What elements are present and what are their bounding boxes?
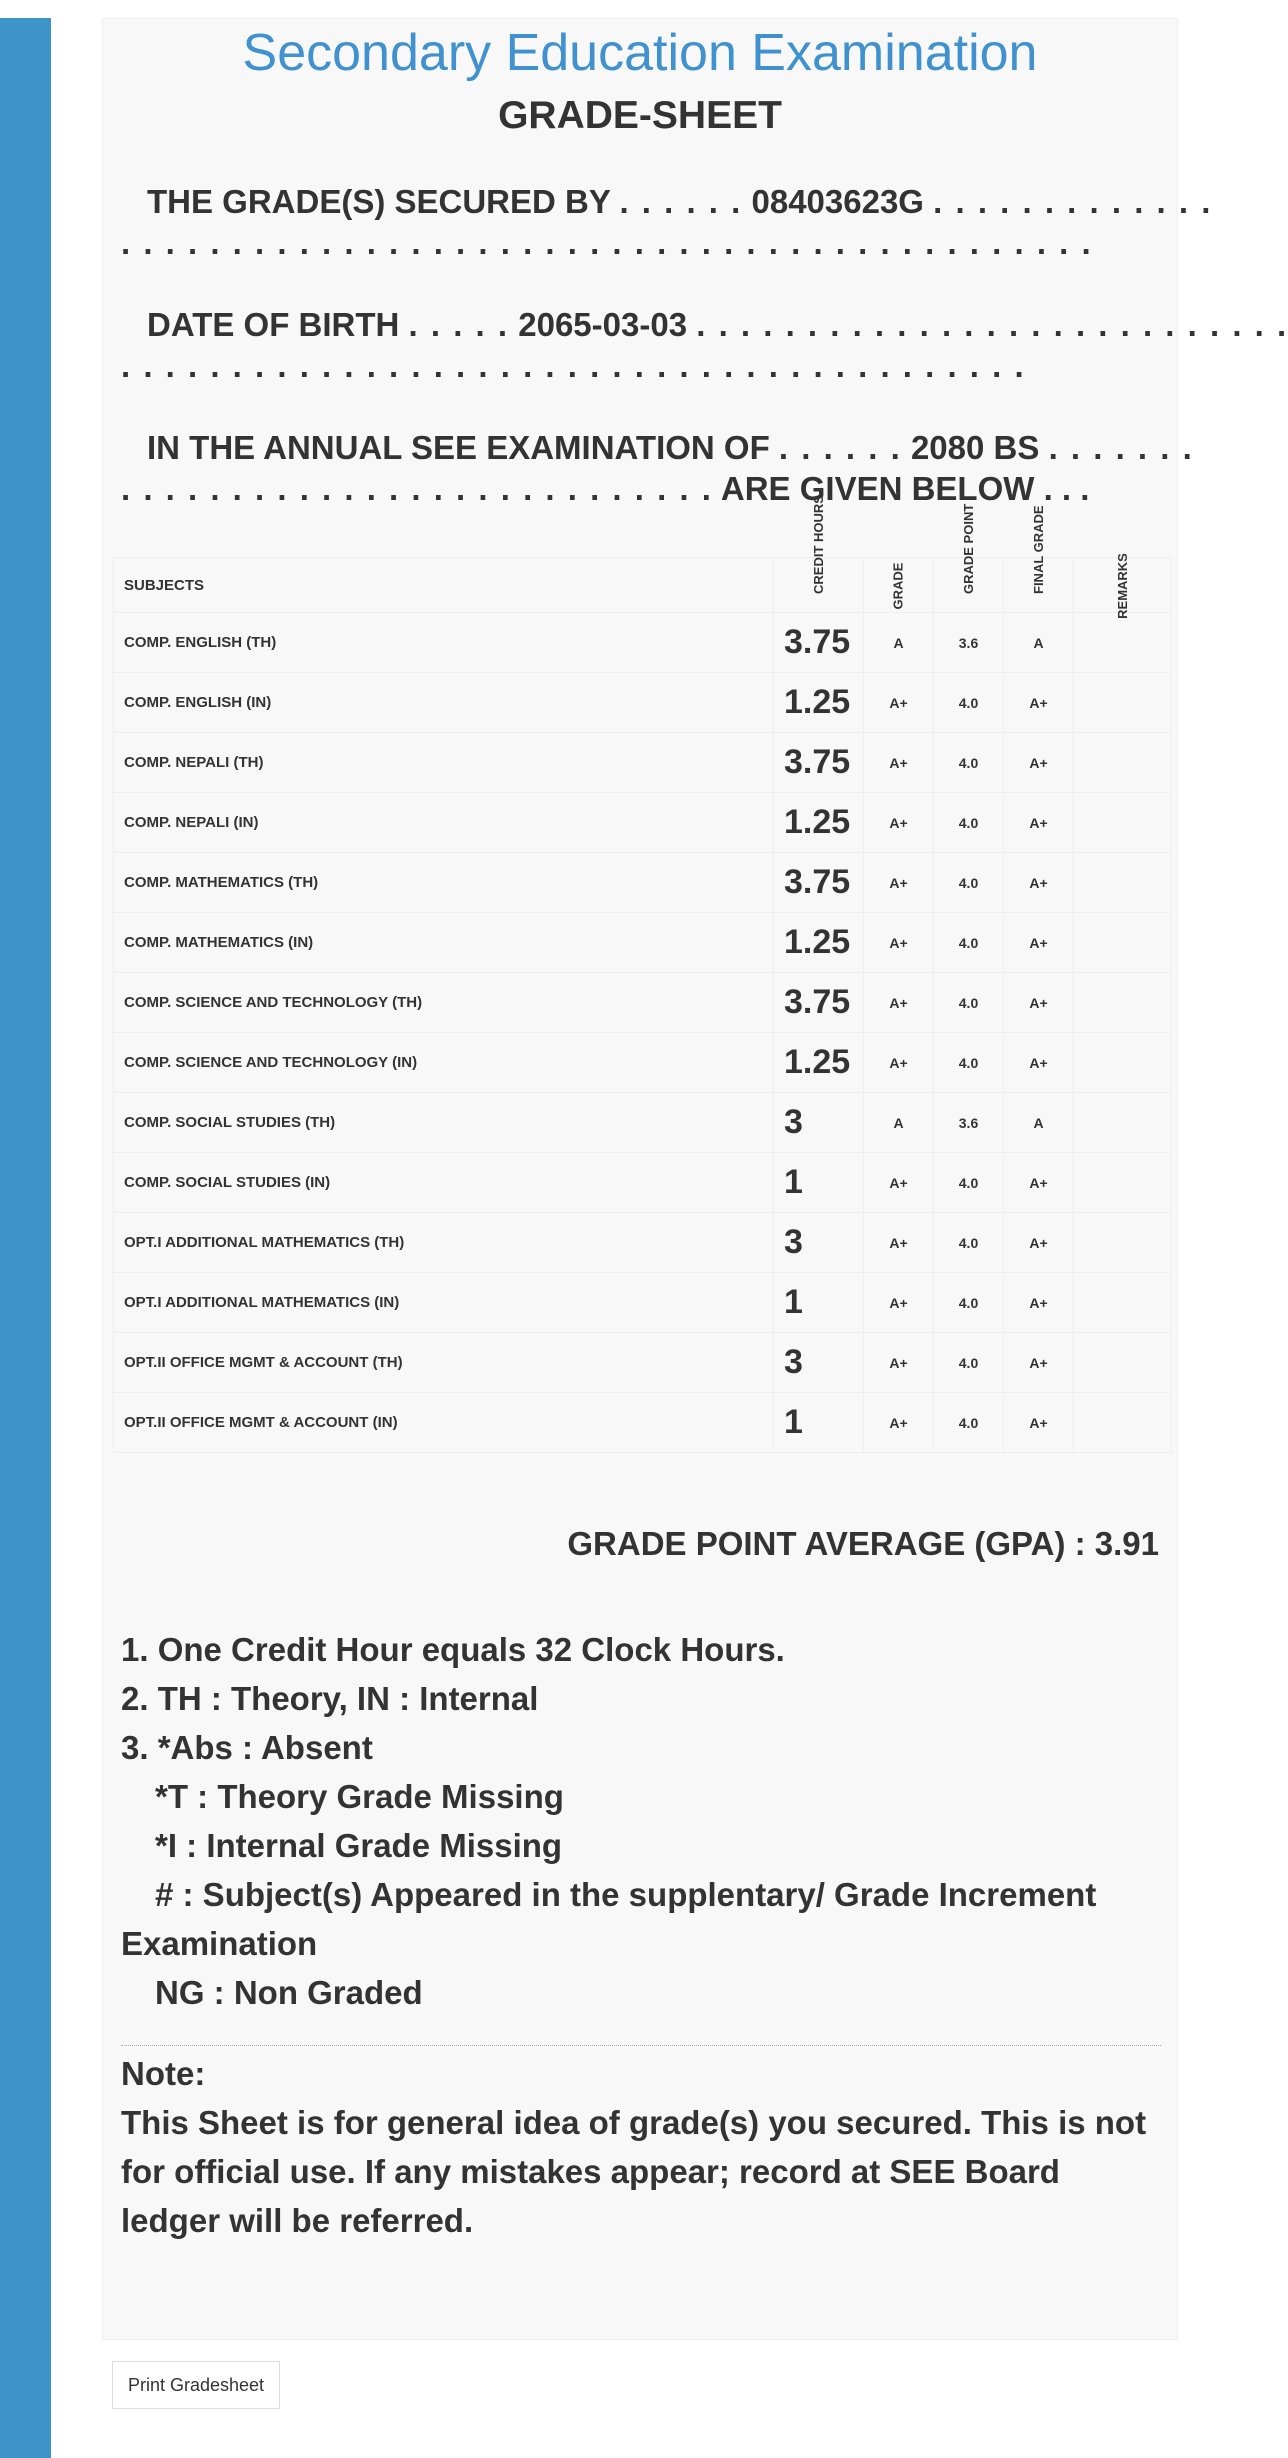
grade-cell: A+ [864, 913, 934, 973]
table-row [114, 1393, 1172, 1453]
grade-cell: A+ [864, 973, 934, 1033]
table-row [114, 913, 1172, 973]
final-grade-cell: A+ [1004, 913, 1074, 973]
subject-cell: COMP. SOCIAL STUDIES (TH) [114, 1093, 774, 1153]
final-grade-cell: A+ [1004, 853, 1074, 913]
credit-hours-cell: 3.75 [774, 853, 864, 913]
grade-point-cell: 4.0 [934, 853, 1004, 913]
table-row [114, 1273, 1172, 1333]
final-grade-cell: A+ [1004, 1033, 1074, 1093]
note-3d: NG : Non Graded [155, 1974, 423, 2011]
notes-divider [121, 2045, 1161, 2046]
grade-cell: A+ [864, 1273, 934, 1333]
final-grade-cell: A+ [1004, 1273, 1074, 1333]
grade-cell: A+ [864, 853, 934, 913]
subject-cell: COMP. MATHEMATICS (TH) [114, 853, 774, 913]
grade-point-cell: 4.0 [934, 793, 1004, 853]
final-grade-cell: A+ [1004, 733, 1074, 793]
subject-cell: COMP. SCIENCE AND TECHNOLOGY (TH) [114, 973, 774, 1033]
header-remarks: REMARKS [1074, 558, 1172, 613]
credit-hours-cell: 1.25 [774, 1033, 864, 1093]
header-subjects: SUBJECTS [114, 558, 774, 613]
credit-hours-cell: 3.75 [774, 613, 864, 673]
header-grade-point: GRADE POINT [934, 558, 1004, 613]
remarks-cell [1074, 1093, 1172, 1153]
final-grade-cell: A+ [1004, 1153, 1074, 1213]
table-row [114, 673, 1172, 733]
grade-cell: A+ [864, 1153, 934, 1213]
remarks-cell [1074, 673, 1172, 733]
grade-cell: A+ [864, 733, 934, 793]
subject-cell: COMP. MATHEMATICS (IN) [114, 913, 774, 973]
remarks-cell [1074, 1333, 1172, 1393]
grade-point-cell: 3.6 [934, 613, 1004, 673]
table-row [114, 1033, 1172, 1093]
grade-cell: A+ [864, 1033, 934, 1093]
grade-point-cell: 4.0 [934, 913, 1004, 973]
exam-year: 2080 BS [910, 429, 1040, 466]
remarks-cell [1074, 733, 1172, 793]
grade-point-cell: 3.6 [934, 1093, 1004, 1153]
grade-cell: A+ [864, 1393, 934, 1453]
credit-hours-cell: 3 [774, 1213, 864, 1273]
subject-cell: OPT.II OFFICE MGMT & ACCOUNT (IN) [114, 1393, 774, 1453]
subject-cell: COMP. NEPALI (IN) [114, 793, 774, 853]
note-3b: *I : Internal Grade Missing [155, 1827, 563, 1864]
table-row [114, 1213, 1172, 1273]
header-grade: GRADE [864, 558, 934, 613]
final-grade-cell: A+ [1004, 1393, 1074, 1453]
note-1: 1. One Credit Hour equals 32 Clock Hours. [121, 1631, 785, 1668]
grade-point-cell: 4.0 [934, 973, 1004, 1033]
grade-cell: A+ [864, 673, 934, 733]
grade-point-cell: 4.0 [934, 1033, 1004, 1093]
table-row [114, 853, 1172, 913]
final-grade-cell: A+ [1004, 1213, 1074, 1273]
remarks-cell [1074, 853, 1172, 913]
table-row [114, 613, 1172, 673]
gpa-text: GRADE POINT AVERAGE (GPA) : 3.91 [567, 1525, 1159, 1562]
grade-point-cell: 4.0 [934, 733, 1004, 793]
final-grade-cell: A [1004, 613, 1074, 673]
credit-hours-cell: 3.75 [774, 973, 864, 1033]
remarks-cell [1074, 793, 1172, 853]
note-2: 2. TH : Theory, IN : Internal [121, 1680, 539, 1717]
note-3: 3. *Abs : Absent [121, 1729, 373, 1766]
credit-hours-cell: 1.25 [774, 673, 864, 733]
subject-cell: COMP. SOCIAL STUDIES (IN) [114, 1153, 774, 1213]
grade-point-cell: 4.0 [934, 1333, 1004, 1393]
exam-label: IN THE ANNUAL SEE EXAMINATION OF [147, 429, 770, 466]
disclaimer-note [121, 2049, 1161, 2245]
credit-hours-cell: 1 [774, 1273, 864, 1333]
credit-hours-cell: 3 [774, 1093, 864, 1153]
final-grade-cell: A+ [1004, 1333, 1074, 1393]
final-grade-cell: A+ [1004, 973, 1074, 1033]
credit-hours-cell: 3 [774, 1333, 864, 1393]
grade-cell: A [864, 613, 934, 673]
remarks-cell [1074, 973, 1172, 1033]
remarks-cell [1074, 1393, 1172, 1453]
given-below-text: ARE GIVEN BELOW . . . [720, 470, 1090, 507]
header-credit-hours: CREDIT HOURS [774, 558, 864, 613]
note-3a: *T : Theory Grade Missing [155, 1778, 564, 1815]
credit-hours-cell: 3.75 [774, 733, 864, 793]
remarks-cell [1074, 1213, 1172, 1273]
secured-by-label: THE GRADE(S) SECURED BY [147, 183, 611, 220]
final-grade-cell: A+ [1004, 793, 1074, 853]
grade-point-cell: 4.0 [934, 673, 1004, 733]
note-3c: # : Subject(s) Appeared in the supplentary/ Grade Increment [155, 1876, 1097, 1913]
header-final-grade: FINAL GRADE [1004, 558, 1074, 613]
credit-hours-cell: 1.25 [774, 793, 864, 853]
remarks-cell [1074, 913, 1172, 973]
final-grade-cell: A [1004, 1093, 1074, 1153]
table-row [114, 1153, 1172, 1213]
grade-point-cell: 4.0 [934, 1153, 1004, 1213]
table-row [114, 973, 1172, 1033]
print-gradesheet-button[interactable]: Print Gradesheet [112, 2361, 280, 2409]
subject-cell: COMP. NEPALI (TH) [114, 733, 774, 793]
legend-notes [121, 1625, 1161, 2017]
grade-cell: A+ [864, 1333, 934, 1393]
credit-hours-cell: 1 [774, 1393, 864, 1453]
subject-cell: OPT.II OFFICE MGMT & ACCOUNT (TH) [114, 1333, 774, 1393]
secured-by-line: THE GRADE(S) SECURED BY . . . . . . 08403623G . . . . . . . . . . . . . . . . . . . . . . . . . . . . . . . . . . . . . . . . . . . . . . . . . . . . . . . . . [121, 183, 1213, 261]
grade-point-cell: 4.0 [934, 1273, 1004, 1333]
remarks-cell [1074, 1273, 1172, 1333]
subject-cell: COMP. ENGLISH (IN) [114, 673, 774, 733]
final-grade-cell: A+ [1004, 673, 1074, 733]
table-row [114, 1093, 1172, 1153]
grade-cell: A [864, 1093, 934, 1153]
dob-label: DATE OF BIRTH [147, 306, 400, 343]
table-row [114, 733, 1172, 793]
table-row [114, 1333, 1172, 1393]
left-accent-bar [0, 18, 51, 2458]
grade-point-cell: 4.0 [934, 1213, 1004, 1273]
symbol-number: 08403623G [751, 183, 924, 220]
grade-cell: A+ [864, 793, 934, 853]
grade-point-cell: 4.0 [934, 1393, 1004, 1453]
note-3c-continued: Examination [121, 1925, 318, 1962]
subject-cell: OPT.I ADDITIONAL MATHEMATICS (IN) [114, 1273, 774, 1333]
grade-sheet-panel [102, 18, 1288, 2340]
credit-hours-cell: 1 [774, 1153, 864, 1213]
grade-table [113, 495, 1172, 1453]
credit-hours-cell: 1.25 [774, 913, 864, 973]
subject-cell: COMP. ENGLISH (TH) [114, 613, 774, 673]
exam-line: IN THE ANNUAL SEE EXAMINATION OF . . . . . . 2080 BS . . . . . . . . . . . . . . . . . . . . . . . . . . . . . . . . . . ARE GIVEN BELOW . . . [121, 429, 1194, 507]
table-header-row [114, 558, 1172, 613]
grade-cell: A+ [864, 1213, 934, 1273]
note-text: This Sheet is for general idea of grade(s) you secured. This is not for official use. If any mistakes appear; record at SEE Board ledger will be referred. [121, 2104, 1147, 2239]
exam-title: Secondary Education Examination [242, 24, 1038, 82]
sheet-title: GRADE-SHEET [498, 94, 782, 137]
date-of-birth: 2065-03-03 [518, 306, 688, 343]
subject-cell: OPT.I ADDITIONAL MATHEMATICS (TH) [114, 1213, 774, 1273]
remarks-cell [1074, 613, 1172, 673]
note-title: Note: [121, 2055, 206, 2092]
remarks-cell [1074, 1153, 1172, 1213]
subject-cell: COMP. SCIENCE AND TECHNOLOGY (IN) [114, 1033, 774, 1093]
table-row [114, 793, 1172, 853]
remarks-cell [1074, 1033, 1172, 1093]
dob-line: DATE OF BIRTH . . . . . 2065-03-03 . . . . . . . . . . . . . . . . . . . . . . . . . . . . . . . . . . . . . . . . . . . . . . . . . . . . . . . . . . . . . . . . . . . . [121, 306, 1288, 384]
